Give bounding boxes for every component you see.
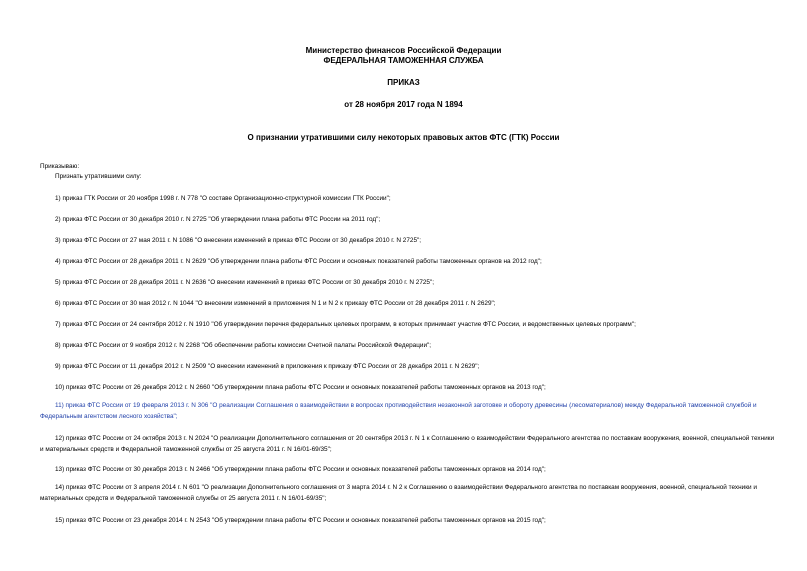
list-item: 2) приказ ФТС России от 30 декабря 2010 г. N 2725 "Об утверждении плана работы ФТС России на 2011 год";	[55, 216, 381, 223]
list-item: 12) приказ ФТС России от 24 октября 2013 г. N 2024 "О реализации Дополнительного соглашения от 20 сентября 2013 г. N 1 к Соглашению о взаимодействии Федерального агентства по поставкам вооружения, военной, специальной техники и материальных средств и Федеральной таможенной службы от 25 августа 2011 г. N 16/01-69/35";	[40, 435, 775, 453]
document-link[interactable]: приказ ФТС России от 19 февраля 2013 г. N 306 "О реализации Соглашения о взаимодействии в вопросах противодействия незаконной заготовке и обороту древесины (лесоматериалов) между Федеральной таможенной службой и Федеральным агентством лесного хозяйства";	[40, 402, 757, 420]
list-item: 1) приказ ГТК России от 20 ноября 1998 г. N 778 "О составе Организационно-структурной комиссии ГТК России";	[55, 195, 391, 202]
document-type: ПРИКАЗ	[387, 78, 420, 87]
list-item: 8) приказ ФТС России от 9 ноября 2012 г. N 2268 "Об обеспечении работы комиссии Счетной палаты Российской Федерации";	[55, 342, 432, 349]
list-item: 13) приказ ФТС России от 30 декабря 2013 г. N 2466 "Об утверждении плана работы ФТС России и основных показателей работы таможенных органов на 2014 год";	[55, 466, 546, 473]
list-item: 7) приказ ФТС России от 24 сентября 2012 г. N 1910 "Об утверждении перечня федеральных целевых программ, в которых принимает участие ФТС России, и ведомственных целевых программ";	[55, 321, 636, 328]
list-item	[40, 400, 775, 422]
order-intro: Признать утратившими силу:	[55, 173, 142, 180]
list-item: 10) приказ ФТС России от 26 декабря 2012 г. N 2660 "Об утверждении плана работы ФТС России и основных показателей работы таможенных органов на 2013 год";	[55, 384, 546, 391]
item-number: 11)	[55, 402, 66, 409]
list-item: 14) приказ ФТС России от 3 апреля 2014 г. N 601 "О реализации Дополнительного соглашения от 3 марта 2014 г. N 2 к Соглашению о взаимодействии Федерального агентства по поставкам вооружения, военной, специальной техники и материальных средств и Федеральной таможенной службы от 25 августа 2011 г. N 16/01-69/35";	[40, 484, 757, 502]
service-title: ФЕДЕРАЛЬНАЯ ТАМОЖЕННАЯ СЛУЖБА	[323, 56, 484, 65]
document-subject: О признании утратившими силу некоторых правовых актов ФТС (ГТК) России	[247, 133, 560, 142]
order-word: Приказываю:	[40, 163, 80, 170]
document-date-number: от 28 ноября 2017 года N 1894	[344, 100, 463, 109]
list-item: 5) приказ ФТС России от 28 декабря 2011 г. N 2636 "О внесении изменений в приказ ФТС России от 30 декабря 2010 г. N 2725";	[55, 279, 435, 286]
list-item: 6) приказ ФТС России от 30 мая 2012 г. N 1044 "О внесении изменений в приложения N 1 и N 2 к приказу ФТС России от 28 декабря 2011 г. N 2629";	[55, 300, 496, 307]
list-item: 4) приказ ФТС России от 28 декабря 2011 г. N 2629 "Об утверждении плана работы ФТС России и основных показателей работы таможенных органов на 2012 год";	[55, 258, 542, 265]
list-item: 9) приказ ФТС России от 11 декабря 2012 г. N 2509 "О внесении изменений в приложения к приказу ФТС России от 28 декабря 2011 г. N 2629";	[55, 363, 480, 370]
list-item: 15) приказ ФТС России от 23 декабря 2014 г. N 2543 "Об утверждении плана работы ФТС России и основных показателей работы таможенных органов на 2015 год";	[55, 517, 546, 524]
ministry-title: Министерство финансов Российской Федерации	[305, 46, 502, 55]
list-item: 3) приказ ФТС России от 27 мая 2011 г. N 1086 "О внесении изменений в приказ ФТС России от 30 декабря 2010 г. N 2725";	[55, 237, 422, 244]
